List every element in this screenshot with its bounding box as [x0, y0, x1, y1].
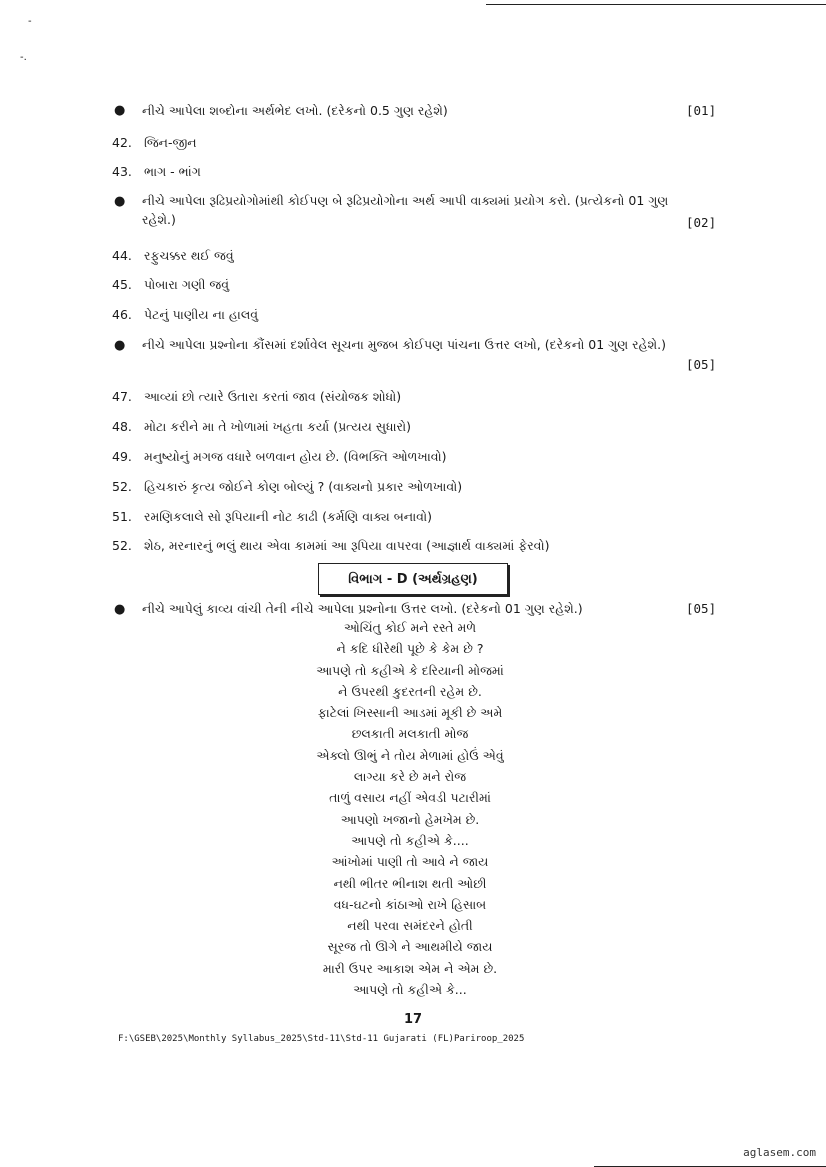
bullet-poem: ●	[114, 602, 126, 617]
poem-marks: [05]	[686, 601, 717, 616]
poem-line: આપણે તો કહીએ કે...	[353, 982, 467, 998]
poem-line: ઓચિંતુ કોઈ મને રસ્તે મળે	[343, 620, 477, 635]
file-path-footer: F:\GSEB\2025\Monthly Syllabus_2025\Std-11\Std-11 Gujarati (FL)Pariroop_2025	[118, 1034, 525, 1044]
idioms-marks: [02]	[686, 215, 717, 230]
question-47: 47. આવ્યાં છો ત્યારે ઉતારા કરતાં જાવ (સંયોજક શોધો)	[112, 389, 402, 404]
question-48: 48. મોટા કરીને મા તે ખોળામાં ખહતા કર્યા (પ્રત્યય સુધારો)	[112, 419, 412, 434]
poem-line: ને કદિ ધીરેથી પૂછે કે કેમ છે ?	[336, 641, 484, 657]
corner-mark-dash: -	[28, 16, 32, 27]
antonym-marks: [01]	[686, 103, 717, 118]
page-number: 17	[404, 1012, 423, 1027]
poem-line: ને ઉપરથી કુદરતની રહેમ છે.	[338, 683, 482, 699]
grammar-instruction: નીચે આપેલા પ્રશ્નોના કૌંસમાં દર્શાવેલ સૂચના મુજબ કોઈપણ પાંચના ઉત્તર લખો, (દરેકનો 01 ગુણ રહેશે.)	[142, 337, 667, 352]
question-43: 43. ભાગ - ભાંગ	[112, 164, 201, 179]
top-rule	[486, 4, 826, 5]
question-51: 51. રમણિકલાલે સો રૂપિયાની નોટ કાઢી (કર્મણિ વાક્ય બનાવો)	[112, 509, 432, 524]
question-46: 46. પેટનું પાણીય ના હાલવું	[112, 307, 259, 322]
question-52: 52. શેઠ, મરનારનું ભલું થાય એવા કામમાં આ રૂપિયા વાપરવા (આજ્ઞાર્થ વાક્યમાં ફેરવો)	[112, 538, 550, 553]
poem-line: છલકાતી મલકાતી મોજ	[351, 726, 469, 742]
watermark: aglasem.com	[743, 1146, 816, 1159]
question-50: 52. હિચકારું કૃત્ય જોઈને કોણ બોલ્યું ? (વાક્યનો પ્રકાર ઓળખાવો)	[112, 479, 463, 494]
question-44: 44. રફુચક્કર થઈ જવું	[112, 248, 234, 263]
poem-line: આંખોમાં પાણી તો આવે ને જાય	[331, 854, 489, 870]
poem-line: તાળું વસાય નહીં એવડી પટારીમાં	[329, 790, 491, 806]
poem-line: લાગ્યા કરે છે મને રોજ	[353, 769, 467, 785]
question-45: 45. પોબારા ગણી જવું	[112, 277, 230, 292]
grammar-marks: [05]	[686, 357, 717, 372]
question-49: 49. મનુષ્યોનું મગજ વધારે બળવાન હોય છે. (વિભક્તિ ઓળખાવો)	[112, 449, 447, 464]
corner-mark-dots: -.	[20, 52, 27, 63]
bullet-idioms: ●	[114, 194, 126, 209]
antonym-instruction: નીચે આપેલા શબ્દોના અર્થભેદ લખો. (દરેકનો 0.5 ગુણ રહેશે)	[142, 103, 448, 118]
poem-instruction: નીચે આપેલું કાવ્ય વાંચી તેની નીચે આપેલા પ્રશ્નોના ઉત્તર લખો. (દરેકનો 01 ગુણ રહેશે.)	[142, 601, 583, 616]
poem-line: નથી પરવા સમંદરને હોતી	[347, 918, 473, 934]
poem-line: ફાટેલાં ખિસ્સાની આડમાં મૂકી છે અમે	[317, 705, 503, 721]
poem-line: આપણો ખજાનો હેમખેમ છે.	[340, 811, 480, 827]
poem-text	[200, 617, 620, 1000]
poem-line: એક્લો ઊભું ને તોય મેળામાં હોઉં એવું	[316, 747, 504, 763]
poem-line: મારી ઉપર આકાશ એમ ને એમ છે.	[322, 960, 498, 976]
bullet-antonym: ●	[114, 103, 126, 118]
section-d-title: વિભાગ - D (અર્થગ્રહણ)	[318, 563, 508, 595]
idioms-instruction: નીચે આપેલા રૂઢિપ્રયોગોમાંથી કોઈપણ બે રૂઢિપ્રયોગોના અર્થ આપી વાક્યમાં પ્રયોગ કરો. (પ્રત્યેકનો 01 ગુણ રહેશે.)	[142, 193, 669, 227]
poem-line: સૂરજ તો ઊગે ને આથમીયે જાય	[327, 939, 493, 955]
question-42: 42. જિન-જીન	[112, 135, 197, 150]
poem-line: આપણે તો કહીએ કે....	[351, 832, 469, 848]
poem-line: નથી ભીતર ભીનાશ થતી ઓછી	[333, 875, 487, 891]
poem-line: આપણે તો કહીએ કે દરિયાની મોજમાં	[316, 662, 504, 678]
poem-line: વધ-ઘટનો કાંઠાઓ રાખે હિસાબ	[333, 896, 487, 912]
bullet-grammar: ●	[114, 338, 126, 353]
